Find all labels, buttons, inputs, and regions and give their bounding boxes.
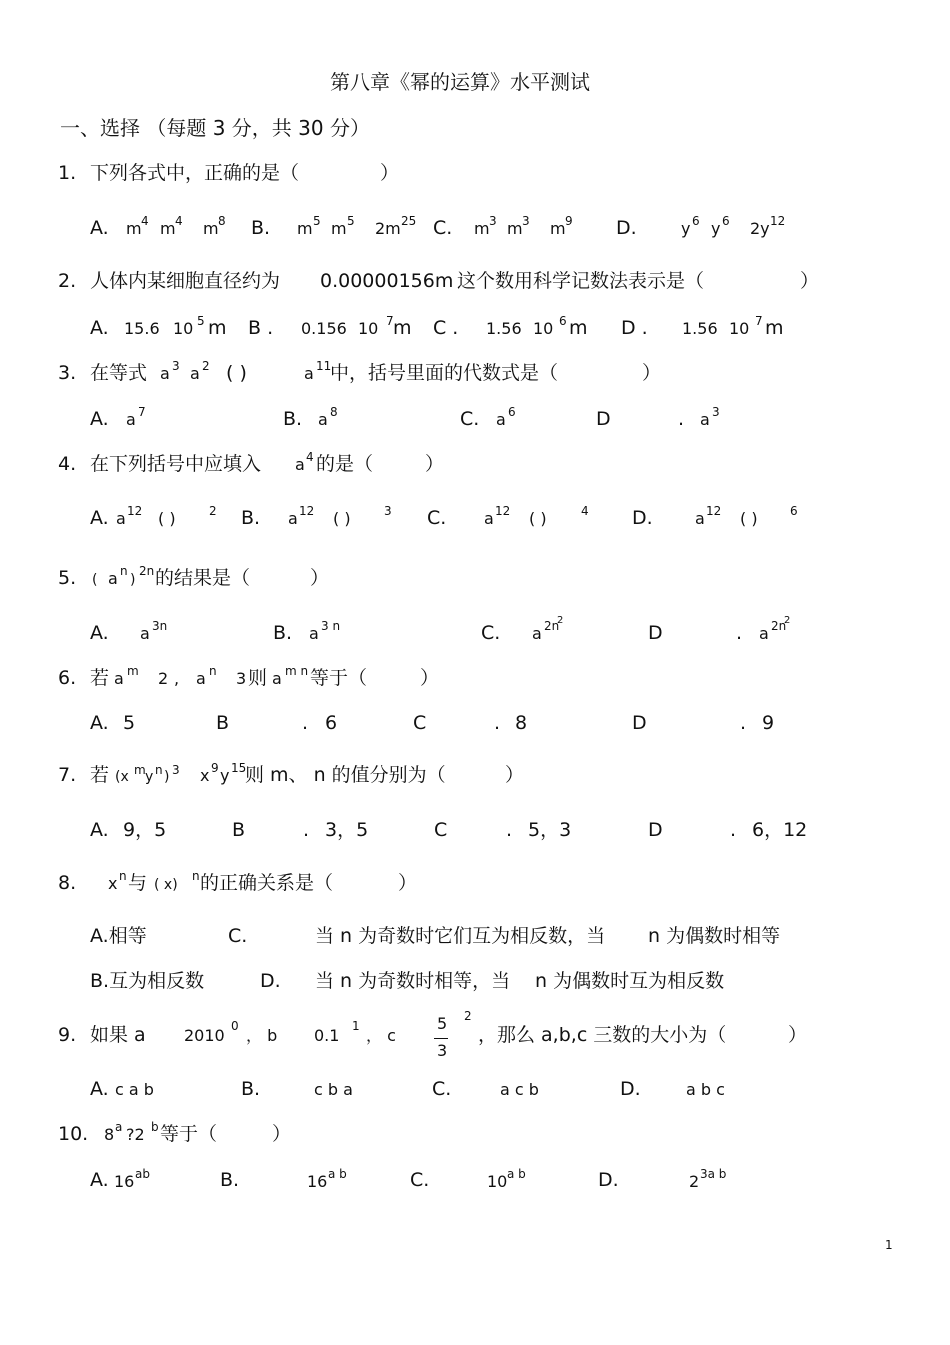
option-c-exp: 3: [522, 214, 530, 228]
option-c-label: C: [434, 819, 448, 841]
option-c-exp: 6: [508, 405, 516, 419]
option-c-text2: n 为偶数时相等: [648, 925, 781, 947]
paren: ): [164, 769, 170, 785]
option-b-dot: .: [303, 819, 310, 841]
option-d-label: D: [632, 712, 647, 734]
option-c-text: 当 n 为奇数时它们互为相反数，当: [315, 925, 606, 947]
option-c-term: m: [507, 219, 523, 238]
question-number: 6.: [58, 667, 77, 689]
exp: 2n: [139, 564, 155, 578]
term: 8: [104, 1125, 115, 1144]
option-d-text2: n 为偶数时互为相反数: [535, 970, 725, 992]
question-number: 4.: [58, 453, 77, 475]
option-b-term: m: [331, 219, 347, 238]
option-a-term: a: [126, 410, 136, 429]
option-b-label: B: [216, 712, 230, 734]
option-d-exp: 6: [790, 504, 798, 518]
exp: n: [209, 664, 217, 678]
option-b-value: 0.156: [301, 319, 347, 338]
option-b-label: B .: [248, 317, 274, 339]
option-c-label: C.: [432, 1078, 452, 1100]
question-number: 8.: [58, 872, 77, 894]
option-c-ten: 10: [533, 319, 554, 338]
exp: 11: [316, 359, 332, 373]
comma: ,: [174, 669, 180, 688]
option-c-value: 5，3: [528, 819, 572, 841]
option-a-exp: 5: [197, 314, 205, 328]
term: y: [220, 766, 230, 785]
option-c-label: C .: [433, 317, 459, 339]
option-c-value: 1.56: [486, 319, 522, 338]
option-b-label: B.: [273, 622, 293, 644]
option-c-term: a: [484, 509, 494, 528]
option-b-exp: a b: [328, 1167, 347, 1181]
option-c-exp: 4: [581, 504, 589, 518]
value: 0.00000156m: [320, 270, 454, 292]
option-b-exp: 12: [299, 504, 315, 518]
option-a-term: m: [203, 219, 219, 238]
option-c-term: a: [532, 624, 542, 643]
exp: 0: [231, 1019, 239, 1033]
close-paren: ）: [398, 872, 418, 894]
then: 则: [248, 667, 268, 689]
question-stem: 中，括号里面的代数式是（: [330, 362, 559, 384]
option-a-unit: m: [208, 317, 227, 339]
paren: (: [92, 572, 98, 588]
option-d-exp2: 2: [784, 615, 791, 626]
option-d-term: a: [695, 509, 705, 528]
option-d-term: y: [681, 219, 691, 238]
option-b-exp: 8: [330, 405, 338, 419]
exp: a: [115, 1120, 123, 1134]
exp: 9: [211, 761, 219, 775]
close-paren: ）: [425, 453, 445, 475]
exp: 1: [352, 1019, 360, 1033]
option-c-term: a: [496, 410, 506, 429]
option-a-ten: 10: [173, 319, 194, 338]
option-a-label: A.: [90, 507, 109, 529]
option-c-dot: .: [506, 819, 513, 841]
close-paren: ）: [642, 362, 662, 384]
question-stem: 若: [90, 667, 110, 689]
term: a: [108, 569, 118, 588]
option-c-exp: 9: [565, 214, 573, 228]
option-b-label: B.: [283, 408, 303, 430]
option-d-unit: m: [765, 317, 784, 339]
option-d-dot: .: [740, 712, 747, 734]
option-a-term: a: [140, 624, 150, 643]
option-d-dot: .: [678, 408, 685, 430]
option-d-exp: 12: [770, 214, 786, 228]
question-stem: 等于（: [310, 667, 368, 689]
question-stem: 若: [90, 764, 110, 786]
question-stem: 的正确关系是（: [200, 872, 334, 894]
with: 与: [128, 872, 148, 894]
option-b-unit: m: [393, 317, 412, 339]
option-b-paren: ( ): [333, 509, 351, 528]
option-c-value: 8: [515, 712, 528, 734]
exp: 3: [172, 359, 180, 373]
option-c-dot: .: [494, 712, 501, 734]
option-d-exp: 6: [722, 214, 730, 228]
option-d-ten: 10: [729, 319, 750, 338]
option-b-term: m: [297, 219, 313, 238]
question-stem: 在下列括号中应填入: [90, 453, 262, 475]
option-c-label: C.: [460, 408, 480, 430]
option-d-label: D.: [632, 507, 653, 529]
paren: ): [130, 572, 136, 588]
option-d-value: a b c: [686, 1080, 725, 1099]
question-stem: 如果 a: [90, 1024, 146, 1046]
term: x: [200, 766, 210, 785]
fraction-bar: [434, 1038, 448, 1039]
option-c-exp: 2n: [544, 619, 560, 633]
option-c-label: C.: [433, 217, 453, 239]
option-b-exp: 3: [384, 504, 392, 518]
term: a: [295, 455, 305, 474]
option-c-exp: 12: [495, 504, 511, 518]
option-a-label: A.: [90, 1078, 109, 1100]
exp: 2: [464, 1009, 472, 1023]
option-d-label: D.: [598, 1169, 619, 1191]
option-a-value: 5: [123, 712, 136, 734]
exp: n: [192, 869, 200, 883]
option-d-value: 9: [762, 712, 775, 734]
option-b-term: a: [288, 509, 298, 528]
option-a-exp: 7: [138, 405, 146, 419]
option-b-label: B.: [220, 1169, 240, 1191]
option-c-exp: 6: [559, 314, 567, 328]
option-d-exp: 12: [706, 504, 722, 518]
option-b-term: a: [318, 410, 328, 429]
option-a-term: m: [160, 219, 176, 238]
option-d-exp: 3: [712, 405, 720, 419]
option-a: A.相等: [90, 925, 147, 947]
option-d-label: D.: [620, 1078, 641, 1100]
option-a-label: A.: [90, 712, 109, 734]
option-b-exp: 3 n: [321, 619, 341, 633]
option-a-label: A.: [90, 819, 109, 841]
option-d-label: D: [648, 622, 663, 644]
close-paren: ）: [380, 162, 400, 184]
option-d-label: D: [596, 408, 611, 430]
option-c-value: 10: [487, 1172, 508, 1191]
close-paren: ）: [800, 270, 820, 292]
question-number: 2.: [58, 270, 77, 292]
close-paren: ）: [272, 1123, 292, 1145]
option-b-value: c b a: [314, 1080, 353, 1099]
question-number: 3.: [58, 362, 77, 384]
option-b-label: B: [232, 819, 246, 841]
option-c-term: m: [550, 219, 566, 238]
term: y: [145, 769, 154, 785]
var-c: ， c: [366, 1026, 396, 1045]
question-stem: 的是（: [316, 453, 374, 475]
var-b: ， b: [246, 1026, 278, 1045]
option-d-label: D.: [616, 217, 637, 239]
option-a-value: 9，5: [123, 819, 167, 841]
question-number: 7.: [58, 764, 77, 786]
option-c-paren: ( ): [529, 509, 547, 528]
option-a-exp: 3n: [152, 619, 168, 633]
option-d-value: 2: [689, 1172, 700, 1191]
question-number: 9.: [58, 1024, 77, 1046]
option-d-term: y: [711, 219, 721, 238]
exp: 4: [306, 450, 314, 464]
option-a-term: m: [126, 219, 142, 238]
blank-paren: ( ): [226, 362, 247, 384]
option-b-exp: 7: [386, 314, 394, 328]
option-d-exp: 2n: [771, 619, 787, 633]
option-d-term: 2y: [750, 219, 770, 238]
option-d-label: D.: [260, 970, 281, 992]
option-d-exp: 3a b: [700, 1167, 727, 1181]
question-number: 5.: [58, 567, 77, 589]
option-c-label: C.: [410, 1169, 430, 1191]
option-c-exp: a b: [507, 1167, 526, 1181]
option-a-label: A.: [90, 217, 109, 239]
term: a: [304, 364, 314, 383]
option-d-dot: .: [730, 819, 737, 841]
question-stem: ，那么 a,b,c 三数的大小为（: [478, 1024, 727, 1046]
option-d-exp: 7: [755, 314, 763, 328]
page-title: 第八章《幂的运算》水平测试: [330, 70, 590, 94]
option-c-exp: 3: [489, 214, 497, 228]
option-a-label: A.: [90, 1169, 109, 1191]
close-paren: ）: [788, 1024, 808, 1046]
option-b-value: 6: [325, 712, 338, 734]
option-b-label: B.: [241, 507, 261, 529]
page-number: 1: [885, 1238, 893, 1252]
question-stem: 这个数用科学记数法表示是（: [457, 270, 705, 292]
option-d-term: a: [700, 410, 710, 429]
term: ?2: [126, 1125, 145, 1144]
exp: n: [155, 763, 163, 777]
option-a-exp: 4: [141, 214, 149, 228]
option-a-exp: 8: [218, 214, 226, 228]
option-b-term: a: [309, 624, 319, 643]
exp: 2: [202, 359, 210, 373]
term: (x: [115, 769, 129, 785]
option-b-label: B.: [241, 1078, 261, 1100]
close-paren: ）: [420, 667, 440, 689]
option-c-label: C.: [228, 925, 248, 947]
term: x: [108, 874, 118, 893]
option-c-label: C.: [427, 507, 447, 529]
term: a: [160, 364, 170, 383]
option-a-value: 16: [114, 1172, 135, 1191]
exp: b: [151, 1120, 159, 1134]
option-d-paren: ( ): [740, 509, 758, 528]
close-paren: ）: [505, 764, 525, 786]
exp: 15: [231, 761, 247, 775]
section-heading: 一、选择 （每题 3 分，共 30 分）: [60, 116, 370, 140]
question-stem: 则 m、 n 的值分别为（: [245, 764, 446, 786]
option-d-text: 当 n 为奇数时相等，当: [315, 970, 511, 992]
option-b-exp: 25: [401, 214, 417, 228]
option-a-value: 15.6: [124, 319, 160, 338]
fraction-denominator: 3: [437, 1041, 448, 1060]
option-b: B.互为相反数: [90, 970, 205, 992]
exp: m: [134, 763, 146, 777]
option-b-dot: .: [302, 712, 309, 734]
option-a-label: A.: [90, 622, 109, 644]
option-d-dot: .: [736, 622, 743, 644]
option-c-unit: m: [569, 317, 588, 339]
option-a-exp: 12: [127, 504, 143, 518]
option-c-exp2: 2: [557, 615, 564, 626]
option-c-term: m: [474, 219, 490, 238]
option-d-label: D .: [621, 317, 648, 339]
option-d-label: D: [648, 819, 663, 841]
option-a-exp: ab: [135, 1167, 150, 1181]
option-a-term: a: [116, 509, 126, 528]
option-d-value: 6，12: [752, 819, 808, 841]
option-b-label: B.: [251, 217, 271, 239]
option-d-exp: 6: [692, 214, 700, 228]
fraction: [432, 1012, 452, 1062]
option-a-label: A.: [90, 408, 109, 430]
term: ( x): [154, 877, 178, 893]
option-b-value: 3，5: [325, 819, 369, 841]
question-number: 1.: [58, 162, 77, 184]
term: a: [190, 364, 200, 383]
value: 2010: [184, 1026, 225, 1045]
exp: 3: [172, 763, 180, 777]
option-b-exp: 5: [347, 214, 355, 228]
option-d-term: a: [759, 624, 769, 643]
option-b-term: 2m: [375, 219, 401, 238]
exp: n: [119, 869, 127, 883]
option-a-label: A.: [90, 317, 109, 339]
question-stem: 在等式: [90, 362, 148, 384]
option-a-exp: 2: [209, 504, 217, 518]
option-a-paren: ( ): [158, 509, 176, 528]
option-b-exp: 5: [313, 214, 321, 228]
term: a: [272, 669, 282, 688]
option-c-label: C: [413, 712, 427, 734]
option-c-label: C.: [481, 622, 501, 644]
option-c-value: a c b: [500, 1080, 539, 1099]
close-paren: ）: [310, 567, 330, 589]
question-stem: 的结果是（: [155, 567, 251, 589]
option-a-value: c a b: [115, 1080, 154, 1099]
question-stem: 下列各式中，正确的是（: [90, 162, 300, 184]
term: a: [114, 669, 124, 688]
option-b-value: 16: [307, 1172, 328, 1191]
value: 0.1: [314, 1026, 340, 1045]
option-b-ten: 10: [358, 319, 379, 338]
question-stem: 等于（: [160, 1123, 218, 1145]
term: a: [196, 669, 206, 688]
question-number: 10.: [58, 1123, 89, 1145]
fraction-numerator: 5: [437, 1014, 448, 1033]
exp: n: [120, 564, 128, 578]
value: 2: [158, 669, 169, 688]
question-stem: 人体内某细胞直径约为: [90, 270, 281, 292]
option-a-exp: 4: [175, 214, 183, 228]
option-d-value: 1.56: [682, 319, 718, 338]
value: 3: [236, 669, 247, 688]
exp: m: [127, 664, 139, 678]
exp: m n: [285, 664, 309, 678]
